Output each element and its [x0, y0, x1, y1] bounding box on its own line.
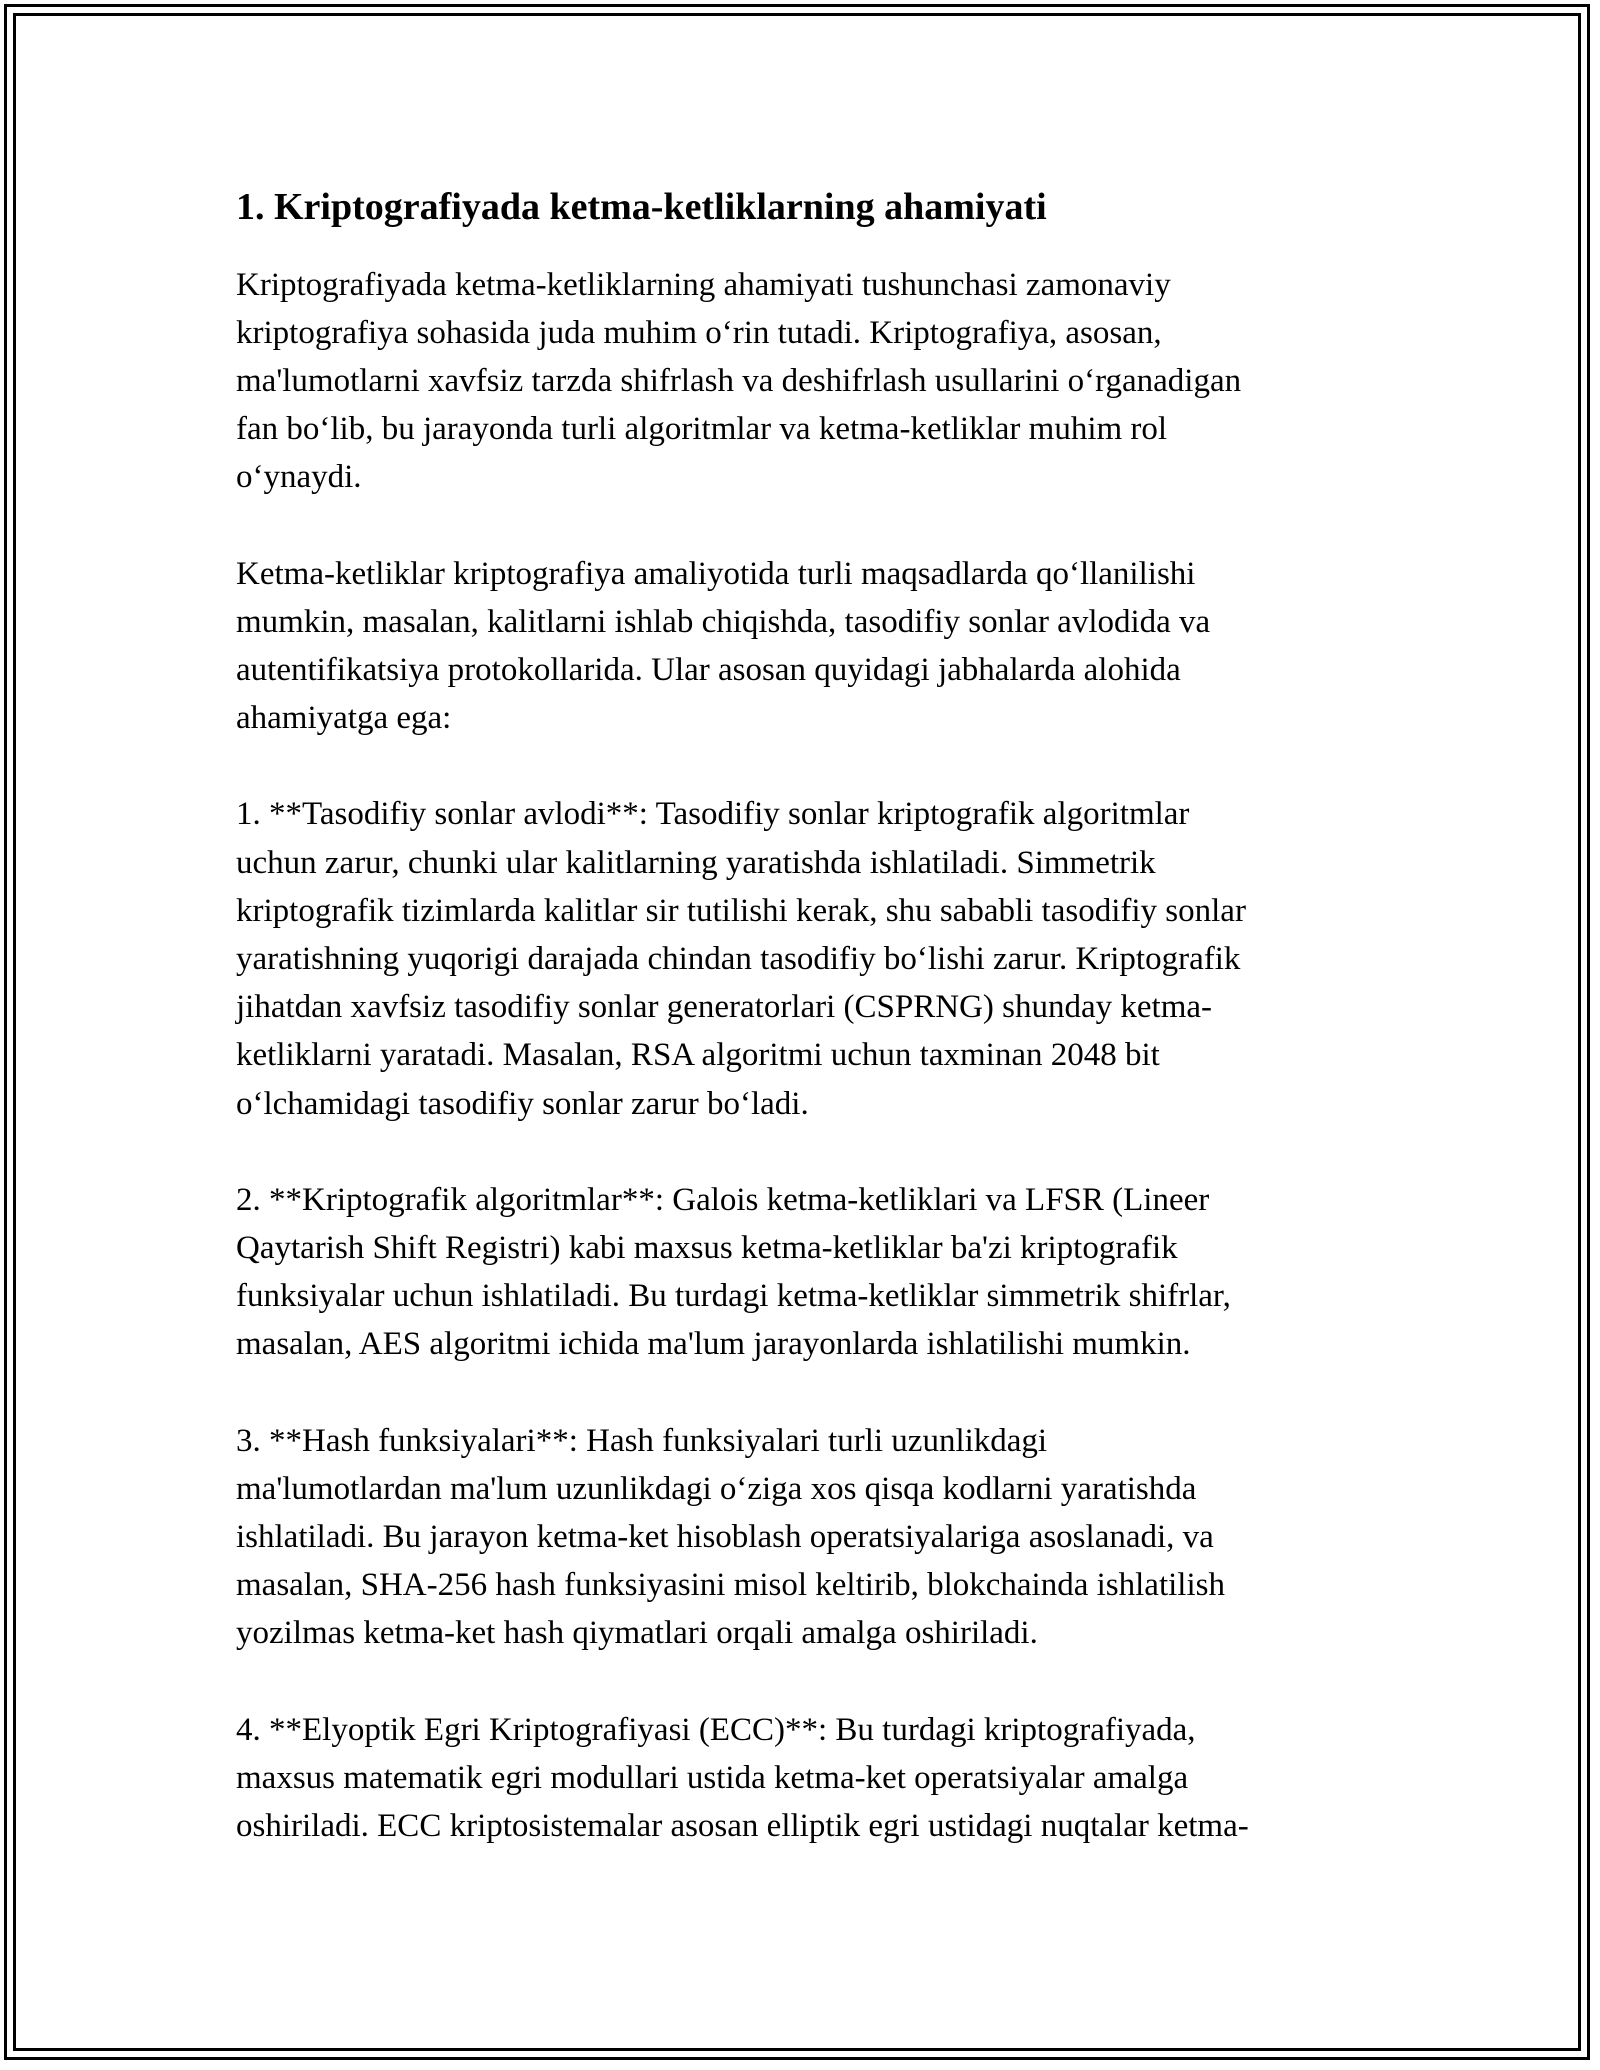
list-item-random-numbers: 1. **Tasodifiy sonlar avlodi**: Tasodifiy sonlar kriptografik algoritmlar uchun zarur, chunki ular kalitlarning yaratishda ishlatiladi. Simmetrik kriptografik tizimlarda kalitlar sir tutilishi kerak, shu sababli tasodifiy sonlar yaratishning yuqorigi darajada chindan tasodifiy bo‘lishi zarur. Kriptografik jihatdan xavfsiz tasodifiy sonlar generatorlari (CSPRNG) shunday ketma- ketliklarni yaratadi. Masalan, RSA algoritmi uchun taxminan 2048 bit o‘lchamidagi tasodifiy sonlar zarur bo‘ladi. — [236, 796, 1246, 1122]
list-item-hash-functions: 3. **Hash funksiyalari**: Hash funksiyalari turli uzunlikdagi ma'lumotlardan ma'lum uzunlikdagi o‘ziga xos qisqa kodlarni yaratishda ishlatiladi. Bu jarayon ketma-ket hisoblash operatsiyalariga asoslanadi, va masalan, SHA-256 hash funksiyasini misol keltirib, blokchainda ishlatilish yozilmas ketma-ket hash qiymatlari orqali amalga oshiriladi. — [236, 1422, 1225, 1652]
document-body — [236, 185, 1364, 1850]
paragraph-applications: Ketma-ketliklar kriptografiya amaliyotida turli maqsadlarda qo‘llanilishi mumkin, masalan, kalitlarni ishlab chiqishda, tasodifiy sonlar avlodida va autentifikatsiya protokollarida. Ular asosan quyidagi jabhalarda alohida ahamiyatga ega: — [236, 555, 1211, 737]
section-heading: 1. Kriptografiyada ketma-ketliklarning ahamiyati — [236, 186, 1047, 228]
list-item-crypto-algorithms: 2. **Kriptografik algoritmlar**: Galois ketma-ketliklari va LFSR (Lineer Qaytarish Shift Registri) kabi maxsus ketma-ketliklar ba'zi kriptografik funksiyalar uchun ishlatiladi. Bu turdagi ketma-ketliklar simmetrik shifrlar, masalan, AES algoritmi ichida ma'lum jarayonlarda ishlatilishi mumkin. — [236, 1181, 1231, 1363]
list-item-ecc: 4. **Elyoptik Egri Kriptografiyasi (ECC)**: Bu turdagi kriptografiyada, maxsus matematik egri modullari ustida ketma-ket operatsiyalar amalga oshiriladi. ECC kriptosistemalar asosan elliptik egri ustidagi nuqtalar ketma- — [236, 1711, 1249, 1845]
paragraph-intro: Kriptografiyada ketma-ketliklarning ahamiyati tushunchasi zamonaviy kriptografiya sohasida juda muhim o‘rin tutadi. Kriptografiya, asosan, ma'lumotlarni xavfsiz tarzda shifrlash va deshifrlash usullarini o‘rganadigan fan bo‘lib, bu jarayonda turli algoritmlar va ketma-ketliklar muhim rol o‘ynaydi. — [236, 266, 1242, 496]
